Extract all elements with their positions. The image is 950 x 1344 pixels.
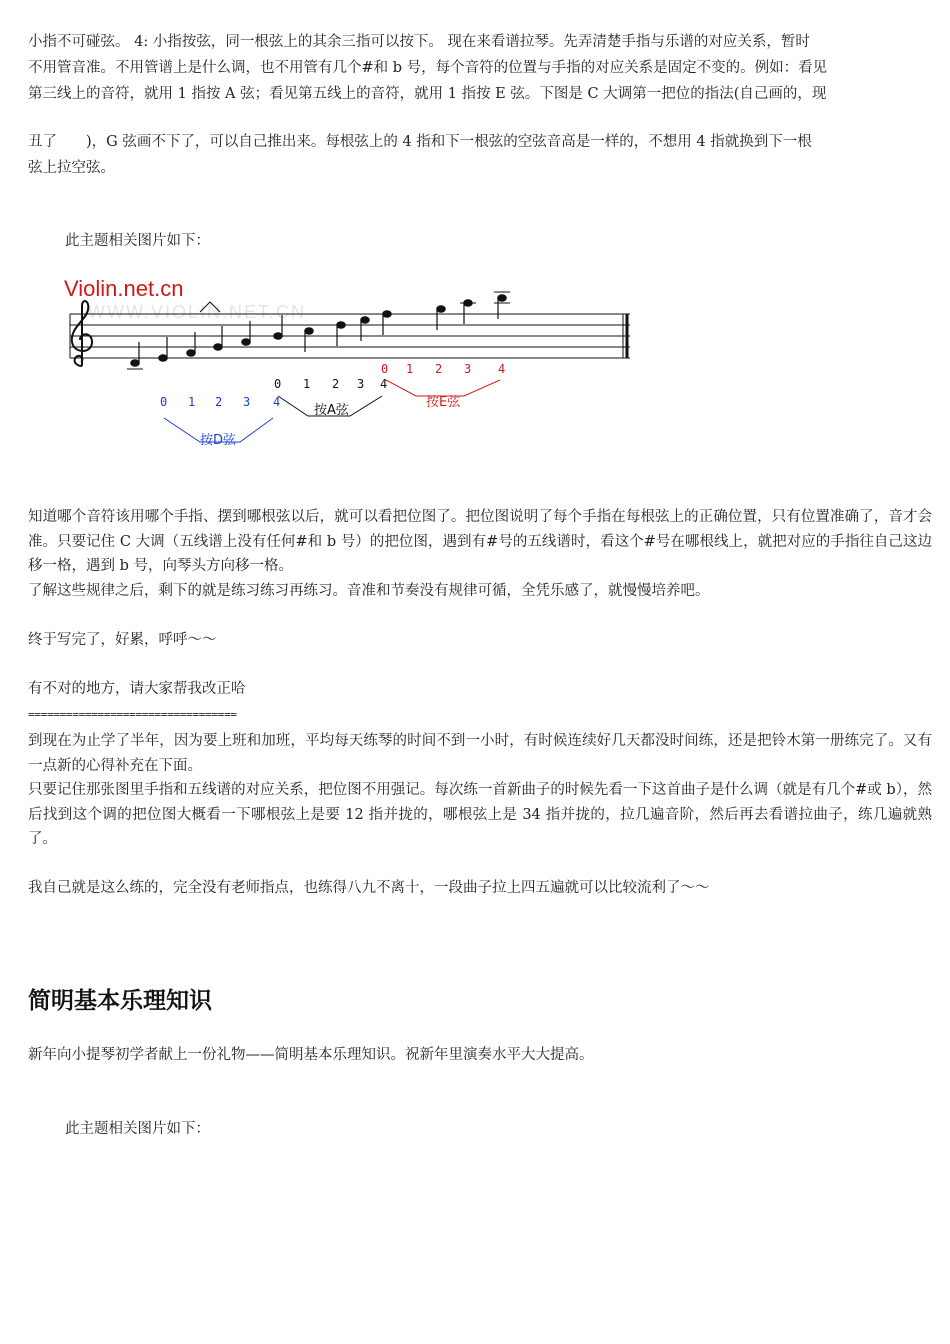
logo-text: Violin.net.cn — [64, 276, 184, 301]
e-finger-3: 3 — [464, 362, 472, 376]
a-string-label: 按A弦 — [314, 403, 349, 418]
a-finger-4: 4 — [380, 377, 388, 391]
e-finger-4: 4 — [498, 362, 506, 376]
a-finger-2: 2 — [332, 377, 340, 391]
a-finger-3: 3 — [357, 377, 365, 391]
paragraph: 有不对的地方，请大家帮我改正哈 — [28, 681, 246, 697]
paragraph: 了解这些规律之后，剩下的就是练习练习再练习。音准和节奏没有规律可循，全凭乐感了，就慢慢培养吧。 — [28, 583, 710, 599]
paragraph-line: 小指不可碰弦。 4: 小指按弦，同一根弦上的其余三指可以按下。 现在来看谱拉琴。先弄清楚手指与乐谱的对应关系，暂时 — [28, 34, 810, 50]
a-finger-1: 1 — [303, 377, 311, 391]
image-caption: 此主题相关图片如下： — [65, 233, 210, 249]
separator-line: ================================= — [28, 708, 237, 721]
paragraph-line: 不用管音准。不用管谱上是什么调，也不用管有几个#和 b 号，每个音符的位置与手指的对应关系是固定不变的。例如：看见 — [28, 60, 828, 76]
a-finger-0: 0 — [274, 377, 282, 391]
section-heading: 简明基本乐理知识 — [28, 988, 212, 1014]
d-finger-3: 3 — [243, 395, 251, 409]
d-finger-1: 1 — [188, 395, 196, 409]
paragraph: 终于写完了，好累，呼呼～～ — [28, 632, 217, 648]
paragraph: 知道哪个音符该用哪个手指、摆到哪根弦以后，就可以看把位图了。把位图说明了每个手指在每根弦上的正确位置，只有位置准确了，音才会准。只要记住 C 大调（五线谱上没有任何#和 b 号）的把位图，遇到有#号的五线谱时，看这个#号在哪根线上，就把对应的手指往自己这边移一格，遇到 b 号，向琴头方向移一格。 — [28, 509, 932, 574]
fingering-chart-image — [60, 270, 640, 460]
e-string-label: 按E弦 — [426, 395, 461, 410]
d-finger-4: 4 — [273, 395, 281, 409]
paragraph: 只要记住那张图里手指和五线谱的对应关系，把位图不用强记。每次练一首新曲子的时候先看一下这首曲子是什么调（就是有几个#或 b），然后找到这个调的把位图大概看一下哪根弦上是要 12 指并拢的，哪根弦上是 34 指并拢的，拉几遍音阶，然后再去看谱拉曲子，练几遍就熟了。 — [28, 782, 932, 847]
d-string-label: 按D弦 — [200, 433, 237, 448]
paragraph: 到现在为止学了半年，因为要上班和加班，平均每天练琴的时间不到一小时，有时候连续好几天都没时间练，还是把铃木第一册练完了。又有一点新的心得补充在下面。 — [28, 733, 932, 774]
d-finger-2: 2 — [215, 395, 223, 409]
e-finger-2: 2 — [435, 362, 443, 376]
paragraph-line: 丑了 )，G 弦画不下了，可以自己推出来。每根弦上的 4 指和下一根弦的空弦音高是一样的，不想用 4 指就换到下一根 — [28, 134, 812, 150]
image-caption: 此主题相关图片如下： — [65, 1121, 210, 1137]
d-finger-0: 0 — [160, 395, 168, 409]
watermark-text: WWW.VIOLIN.NET.CN — [88, 302, 306, 322]
e-finger-0: 0 — [381, 362, 389, 376]
paragraph-line: 第三线上的音符，就用 1 指按 A 弦；看见第五线上的音符，就用 1 指按 E 弦。下图是 C 大调第一把位的指法(自己画的，现 — [28, 86, 827, 102]
e-finger-1: 1 — [406, 362, 414, 376]
paragraph-line: 弦上拉空弦。 — [28, 160, 115, 176]
paragraph: 新年向小提琴初学者献上一份礼物——简明基本乐理知识。祝新年里演奏水平大大提高。 — [28, 1047, 594, 1063]
paragraph: 我自己就是这么练的，完全没有老师指点，也练得八九不离十，一段曲子拉上四五遍就可以比较流利了～～ — [28, 880, 710, 896]
